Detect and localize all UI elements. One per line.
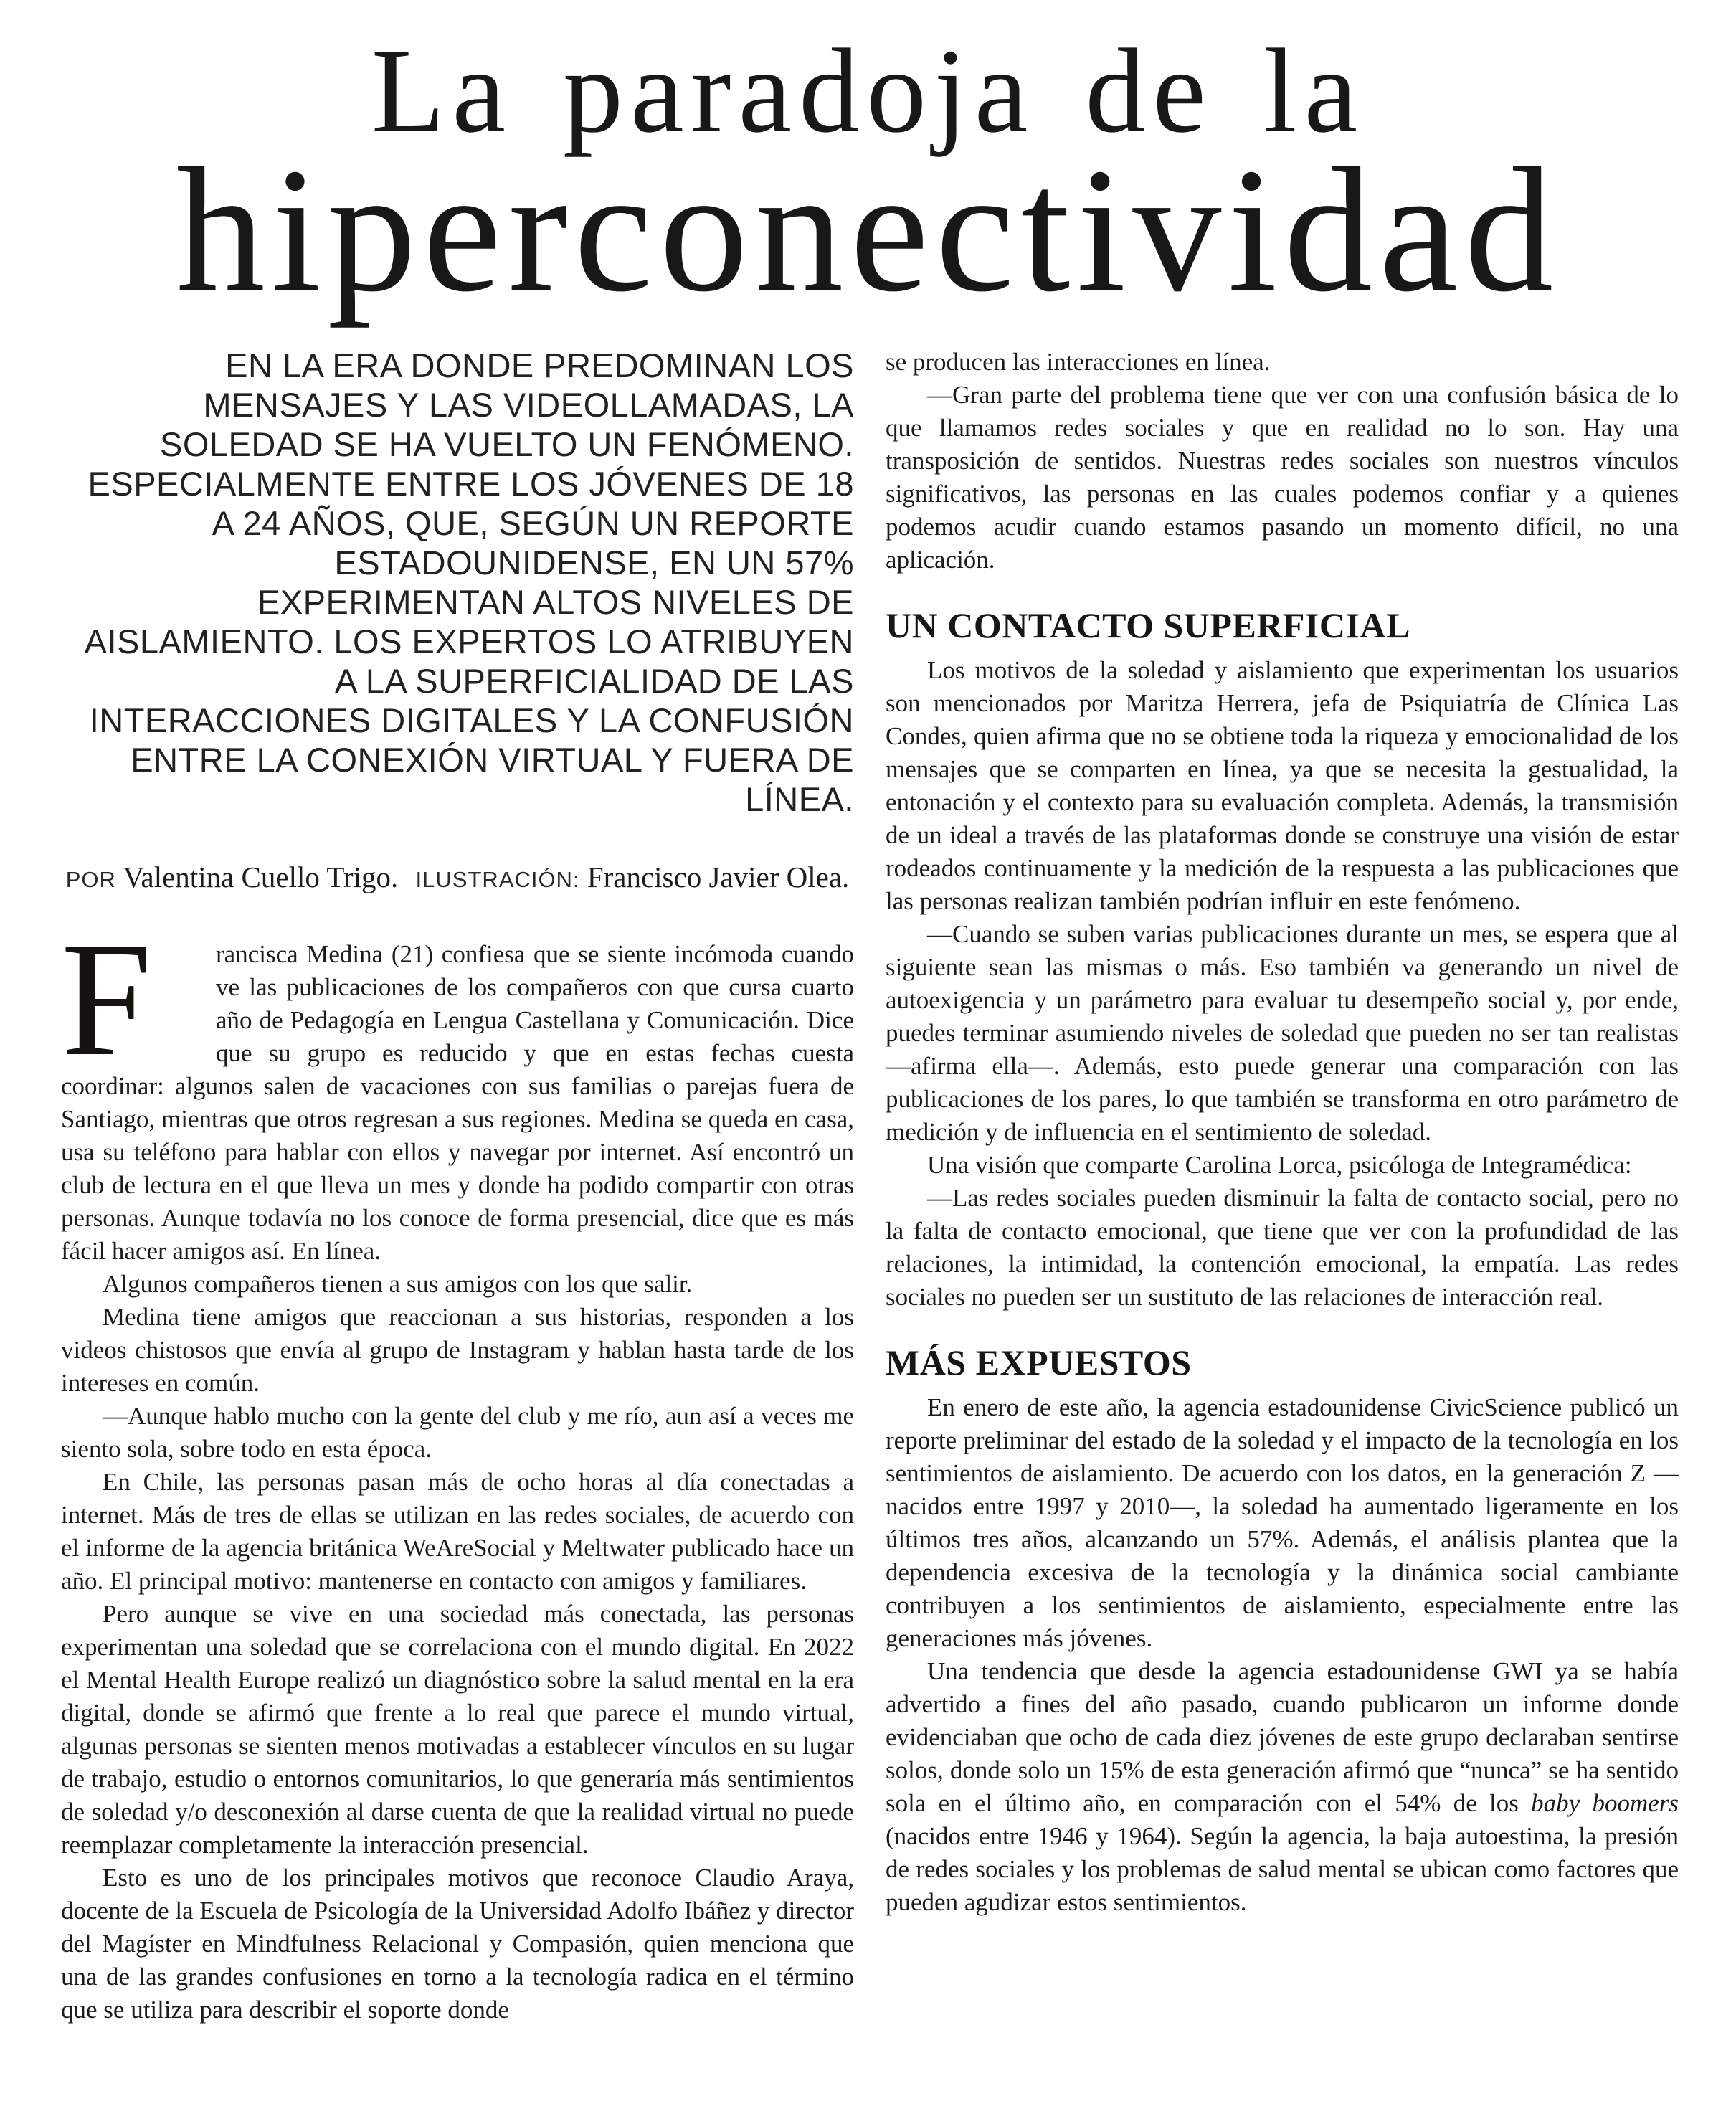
text-run: Una tendencia que desde la agencia estadounidense GWI ya se había advertido a fines del año pasado, cuando publicaron un informe donde evidenciaban que ocho de cada diez jóvenes de este grupo declaraban sentirse solos, donde solo un 15% de esta generación afirmó que “nunca” se ha sentido sola en el último año, en comparación con el 54% de los: [886, 1656, 1679, 1817]
paragraph: Pero aunque se vive en una sociedad más conectada, las personas experimentan una soledad que se correlaciona con el mundo digital. En 2022 el Mental Health Europe realizó un diagnóstico sobre la salud mental en la era digital, donde se afirmó que frente a lo real que parece el mundo virtual, algunas personas se sienten menos motivadas a establecer vínculos en su lugar de trabajo, estudio o entornos comunitarios, lo que generaría más sentimientos de soledad y/o desconexión al darse cuenta de que la realidad virtual no puede reemplazar completamente la interacción presencial.: [61, 1599, 854, 1859]
drop-cap: [61, 909, 154, 1090]
byline-author: Valentina Cuello Trigo.: [123, 860, 399, 893]
paragraph: —Gran parte del problema tiene que ver con una confusión básica de lo que llamamos redes sociales y que en realidad no lo son. Hay una transposición de sentidos. Nuestras redes sociales son nuestros vínculos significativos, las personas en las cuales podemos confiar y a quienes podemos acudir cuando estamos pasando un momento difícil, no una aplicación.: [886, 380, 1679, 574]
body-text-left: [61, 909, 854, 2026]
body-text-right: [886, 346, 1679, 2026]
paragraph: —Las redes sociales pueden disminuir la falta de contacto social, pero no la falta de contacto emocional, que tiene que ver con la profundidad de las relaciones, la intimidad, la contención emocional, la empatía. Las redes sociales no pueden ser un sustituto de las relaciones de interacción real.: [886, 1183, 1679, 1311]
paragraph: Una visión que comparte Carolina Lorca, psicóloga de Integramédica:: [927, 1150, 1632, 1179]
standfirst: EN LA ERA DONDE PREDOMINAN LOS MENSAJES Y LAS VIDEOLLAMADAS, LA SOLEDAD SE HA VUELTO UN FENÓMENO. ESPECIALMENTE ENTRE LOS JÓVENES DE 18 A 24 AÑOS, QUE, SEGÚN UN REPORTE ESTADOUNIDENSE, EN UN 57% EXPERIMENTAN ALTOS NIVELES DE AISLAMIENTO. LOS EXPERTOS LO ATRIBUYEN A LA SUPERFICIALIDAD DE LAS INTERACCIONES DIGITALES Y LA CONFUSIÓN ENTRE LA CONEXIÓN VIRTUAL Y FUERA DE LÍNEA.: [84, 346, 854, 818]
paragraph: En Chile, las personas pasan más de ocho horas al día conectadas a internet. Más de tres de ellas se utilizan en las redes sociales, de acuerdo con el informe de la agencia británica WeAreSocial y Meltwater publicado hace un año. El principal motivo: mantenerse en contacto con amigos y familiares.: [61, 1467, 854, 1595]
section-heading: MÁS EXPUESTOS: [886, 1342, 1192, 1383]
paragraph: Algunos compañeros tienen a sus amigos con los que salir.: [103, 1269, 693, 1298]
paragraph: Medina tiene amigos que reaccionan a sus historias, responden a los videos chistosos que envía al grupo de Instagram y hablan hasta tarde de los intereses en común.: [61, 1302, 854, 1397]
text-run: (nacidos entre 1946 y 1964). Según la agencia, la baja autoestima, la presión de redes sociales y los problemas de salud mental se ubican como factores que pueden agudizar estos sentimientos.: [886, 1821, 1679, 1916]
left-column: [61, 346, 854, 2026]
paragraph: En enero de este año, la agencia estadounidense CivicScience publicó un reporte preliminar del estado de la soledad y el impacto de la tecnología en los sentimientos de aislamiento. De acuerdo con los datos, en la generación Z —nacidos entre 1997 y 2010—, la soledad ha aumentado ligeramente en los últimos tres años, alcanzando un 57%. Además, el análisis plantea que la dependencia excesiva de la tecnología y la dinámica social cambiante contribuyen a los sentimientos de aislamiento, especialmente entre las generaciones más jóvenes.: [886, 1393, 1679, 1652]
paragraph: —Cuando se suben varias publicaciones durante un mes, se espera que al siguiente sean las mismas o más. Eso también va generando un nivel de autoexigencia y un parámetro para evaluar tu desempeño social y, por ende, puedes terminar asumiendo niveles de soledad que pueden no ser tan realistas —afirma ella—. Además, esto puede generar una comparación con las publicaciones de los pares, lo que también se transforma en otro parámetro de medición y de influencia en el sentimiento de soledad.: [886, 919, 1679, 1146]
paragraph: —Aunque hablo mucho con la gente del club y me río, aun así a veces me siento sola, sobre todo en esta época.: [61, 1401, 854, 1463]
page-title-line-1: La paradoja de la: [371, 24, 1365, 158]
byline: [61, 859, 854, 898]
paragraph: F rancisca Medina (21) confiesa que se siente incómoda cuando ve las publicaciones de los compañeros con que cursa cuarto año de Pedagogía en Lengua Castellana y Comunicación. Dice que su grupo es reducido y que en estas fechas cuesta coordinar: algunos salen de vacaciones con sus familias o parejas fuera de Santiago, mientras que otros regresan a sus regiones. Medina se queda en casa, usa su teléfono para hablar con ellos y navegar por internet. Así encontró un club de lectura en el que lleva un mes y donde ha podido compartir con otras personas. Aunque todavía no los conoce de forma presencial, dice que es más fácil hacer amigos así. En línea.: [61, 909, 854, 1265]
paragraph: [886, 1655, 1679, 1919]
byline-illustration-label: ILUSTRACIÓN:: [415, 866, 580, 892]
italic-text: baby boomers: [1531, 1788, 1679, 1817]
paragraph-continuation: se producen las interacciones en línea.: [886, 347, 1271, 376]
article-title: [0, 0, 1736, 329]
section-heading: UN CONTACTO SUPERFICIAL: [886, 605, 1410, 645]
page-title-line-2: hiperconectividad: [176, 131, 1560, 329]
article-content: [0, 313, 1736, 2026]
paragraph: Los motivos de la soledad y aislamiento que experimentan los usuarios son mencionados por Maritza Herrera, jefa de Psiquiatría de Clínica Las Condes, quien afirma que no se obtiene toda la riqueza y emocionalidad de los mensajes que se comparten en línea, ya que se necesita la gestualidad, la entonación y el contexto para su evaluación completa. Además, la transmisión de un ideal a través de las plataformas donde se construye una visión de estar rodeados continuamente y la medición de la respuesta a las publicaciones que las personas realizan también podrían influir en este fenómeno.: [886, 655, 1679, 915]
drop-cap-letter: F: [61, 909, 152, 1090]
paragraph: Esto es uno de los principales motivos que reconoce Claudio Araya, docente de la Escuela de Psicología de la Universidad Adolfo Ibáñez y director del Magíster en Mindfulness Relacional y Compasión, quien menciona que una de las grandes confusiones en torno a la tecnología radica en el término que se utiliza para describir el soporte donde: [61, 1863, 854, 2024]
byline-author-label: POR: [65, 866, 116, 892]
byline-illustrator: Francisco Javier Olea.: [587, 860, 850, 893]
